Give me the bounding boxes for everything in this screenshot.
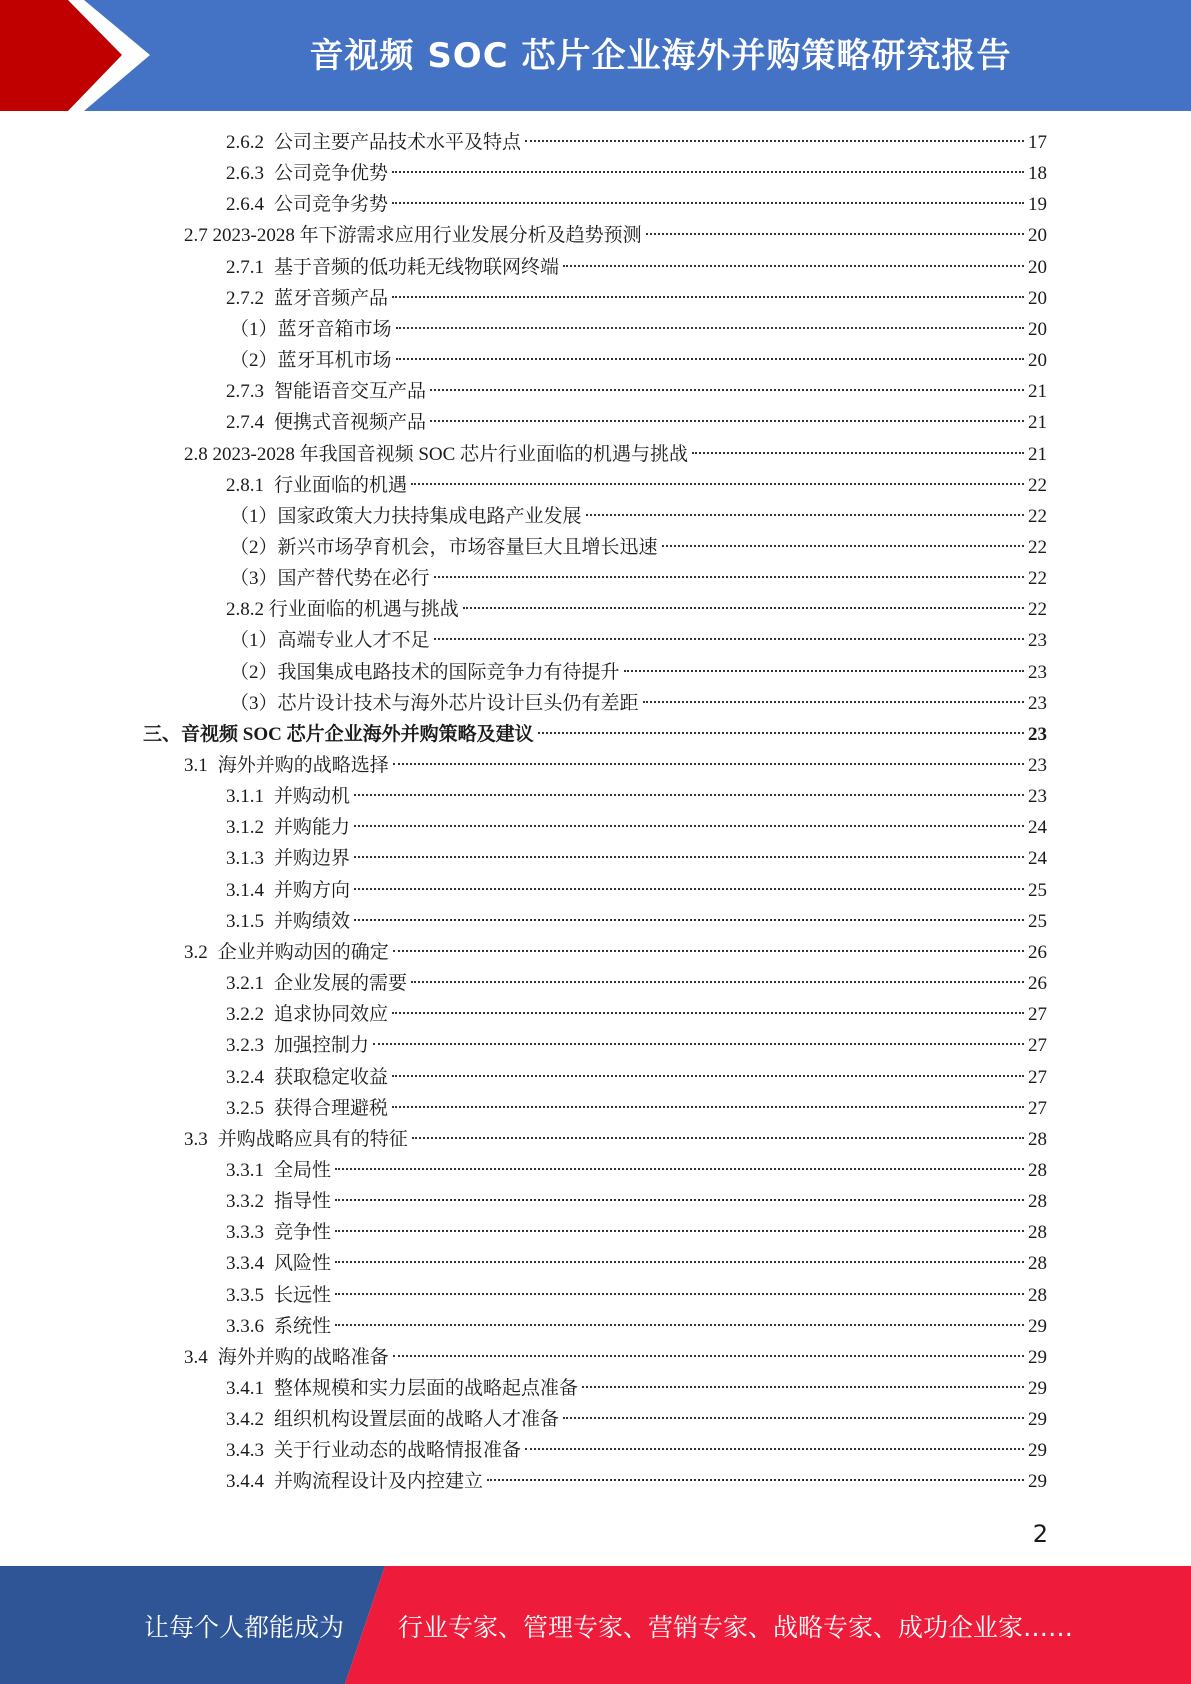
toc-dot-leader (354, 856, 1024, 858)
toc-entry[interactable] (226, 283, 1047, 314)
toc-entry-number: 3.1.2 (226, 817, 264, 839)
toc-entry[interactable] (226, 376, 1047, 407)
toc-entry-number: 2.7.1 (226, 256, 264, 278)
toc-entry[interactable] (230, 657, 1047, 688)
toc-entry-number: 3.1.4 (226, 879, 264, 901)
toc-entry[interactable] (184, 937, 1047, 968)
toc-dot-leader (354, 888, 1024, 890)
toc-dot-leader (392, 1012, 1024, 1014)
toc-entry-page: 23 (1028, 786, 1047, 808)
toc-entry-page: 27 (1028, 1097, 1047, 1119)
toc-entry-number: 3.3.5 (226, 1284, 264, 1306)
toc-entry-number: 3.2.5 (226, 1097, 264, 1119)
toc-dot-leader (335, 1199, 1024, 1201)
toc-dot-leader (586, 514, 1024, 516)
toc-entry[interactable] (226, 1373, 1047, 1404)
toc-entry-page: 28 (1028, 1253, 1047, 1275)
toc-entry-title: 公司竞争优势 (274, 163, 389, 185)
toc-entry-title: 加强控制力 (274, 1035, 370, 1057)
toc-entry-number: 3.4.2 (226, 1409, 264, 1431)
toc-dot-leader (396, 327, 1024, 329)
toc-entry[interactable] (226, 1466, 1047, 1497)
toc-entry[interactable] (226, 1155, 1047, 1186)
toc-dot-leader (392, 171, 1024, 173)
toc-entry-title: 便携式音视频产品 (274, 412, 427, 434)
toc-dot-leader (434, 576, 1024, 578)
toc-entry-title: 并购动机 (274, 786, 351, 808)
toc-entry[interactable] (184, 439, 1047, 470)
toc-entry-page: 20 (1028, 287, 1047, 309)
toc-entry[interactable] (226, 127, 1047, 158)
toc-entry-number: 2.7.2 (226, 287, 264, 309)
toc-entry-number: 3.3 (184, 1128, 208, 1150)
toc-entry[interactable] (226, 407, 1047, 438)
toc-entry[interactable] (226, 968, 1047, 999)
toc-entry-number: 3.2.4 (226, 1066, 264, 1088)
toc-entry-title: 追求协同效应 (274, 1004, 389, 1026)
toc-entry-number: 3.1 (184, 755, 208, 776)
toc-entry-title: （1）国家政策大力扶持集成电路产业发展 (230, 505, 582, 527)
toc-entry-number: 2.6.4 (226, 194, 264, 216)
toc-entry-title: 2.7 2023-2028 年下游需求应用行业发展分析及趋势预测 (184, 225, 642, 247)
toc-entry[interactable] (226, 1062, 1047, 1093)
toc-entry[interactable] (226, 906, 1047, 937)
toc-entry-number: 3.2.2 (226, 1004, 264, 1026)
toc-entry-page: 27 (1028, 1004, 1047, 1026)
toc-entry[interactable] (226, 1280, 1047, 1311)
toc-dot-leader (538, 732, 1024, 734)
toc-entry-title: 2.8.2 行业面临的机遇与挑战 (226, 599, 459, 621)
toc-dot-leader (354, 919, 1024, 921)
toc-entry-number: 3.4.3 (226, 1440, 264, 1462)
toc-entry-page: 28 (1028, 1222, 1047, 1244)
toc-entry-title: 企业并购动因的确定 (217, 941, 389, 963)
toc-entry-page: 25 (1028, 910, 1047, 932)
toc-entry-title: 并购绩效 (274, 910, 351, 932)
toc-entry-page: 22 (1028, 599, 1047, 621)
toc-entry-page: 29 (1028, 1315, 1047, 1337)
toc-dot-leader (392, 1075, 1024, 1077)
toc-dot-leader (396, 358, 1024, 360)
toc-entry[interactable] (226, 843, 1047, 874)
toc-entry-title: 并购战略应具有的特征 (217, 1128, 408, 1150)
toc-entry[interactable] (226, 594, 1047, 625)
toc-entry[interactable] (226, 470, 1047, 501)
toc-entry-page: 21 (1028, 412, 1047, 434)
toc-entry-title: 整体规模和实力层面的战略起点准备 (274, 1378, 579, 1399)
toc-entry-page: 28 (1028, 1159, 1047, 1181)
toc-entry-page: 20 (1028, 256, 1047, 278)
toc-dot-leader (662, 545, 1024, 547)
toc-entry-number: 3.4 (184, 1346, 208, 1368)
toc-entry-page: 23 (1028, 755, 1047, 776)
toc-entry-page: 25 (1028, 879, 1047, 901)
toc-dot-leader (354, 825, 1024, 827)
toc-entry-page: 23 (1028, 630, 1047, 652)
toc-entry-number: 2.8.1 (226, 474, 264, 496)
toc-entry[interactable] (226, 875, 1047, 906)
toc-entry-title: 获取稳定收益 (274, 1066, 389, 1088)
toc-entry-page: 29 (1028, 1440, 1047, 1462)
toc-entry[interactable] (184, 1342, 1047, 1373)
toc-entry-title: 全局性 (274, 1159, 332, 1181)
toc-entry-title: 指导性 (274, 1191, 332, 1213)
toc-dot-leader (411, 483, 1024, 485)
toc-entry-title: 并购流程设计及内控建立 (274, 1471, 484, 1493)
toc-dot-leader (392, 296, 1024, 298)
toc-entry-page: 28 (1028, 1191, 1047, 1213)
toc-entry-title: （1）蓝牙音箱市场 (230, 318, 392, 340)
toc-entry[interactable] (143, 719, 1047, 750)
toc-entry[interactable] (226, 1186, 1047, 1217)
toc-dot-leader (412, 1137, 1024, 1139)
toc-entry-page: 22 (1028, 536, 1047, 558)
toc-entry-title: 系统性 (274, 1315, 332, 1337)
toc-entry-title: 竞争性 (274, 1222, 332, 1244)
toc-entry-page: 20 (1028, 318, 1047, 340)
toc-entry[interactable] (230, 314, 1047, 345)
toc-entry-title: 长远性 (274, 1284, 332, 1306)
toc-entry-page: 27 (1028, 1066, 1047, 1088)
report-title: 音视频 SOC 芯片企业海外并购策略研究报告 (309, 36, 1012, 76)
toc-entry-title: 并购方向 (274, 879, 351, 901)
toc-entry-number: 3.4.1 (226, 1378, 264, 1399)
toc-entry[interactable] (226, 1093, 1047, 1124)
toc-entry-page: 17 (1028, 132, 1047, 153)
toc-entry-page: 27 (1028, 1035, 1047, 1057)
toc-entry-title: （3）国产替代势在必行 (230, 568, 430, 590)
toc-entry-number: 3.2.1 (226, 973, 264, 995)
toc-entry[interactable] (226, 1404, 1047, 1435)
toc-entry-title: 海外并购的战略选择 (217, 755, 389, 776)
toc-dot-leader (335, 1168, 1024, 1170)
toc-entry-title: 公司竞争劣势 (274, 194, 389, 216)
toc-entry-page: 22 (1028, 568, 1047, 590)
toc-entry-title: 并购边界 (274, 848, 351, 870)
footer-slogan-right: 行业专家、管理专家、营销专家、战略专家、成功企业家…… (398, 1613, 1074, 1642)
toc-entry[interactable] (230, 688, 1047, 719)
toc-dot-leader (354, 794, 1024, 796)
toc-entry-number: 3.3.2 (226, 1191, 264, 1213)
toc-dot-leader (430, 420, 1024, 422)
toc-dot-leader (335, 1230, 1024, 1232)
header-chevron-decoration (0, 0, 160, 111)
toc-dot-leader (335, 1293, 1024, 1295)
toc-entry-page: 22 (1028, 505, 1047, 527)
toc-entry-page: 28 (1028, 1128, 1047, 1150)
toc-entry-page: 23 (1028, 661, 1047, 683)
toc-dot-leader (393, 763, 1024, 765)
toc-dot-leader (392, 202, 1024, 204)
toc-entry-title: （2）我国集成电路技术的国际竞争力有待提升 (230, 661, 620, 683)
toc-entry[interactable] (226, 1030, 1047, 1061)
toc-dot-leader (392, 1106, 1024, 1108)
toc-entry-title: 企业发展的需要 (274, 973, 408, 995)
toc-entry[interactable] (226, 1435, 1047, 1466)
toc-entry[interactable] (184, 750, 1047, 781)
toc-entry-number: 3.2.3 (226, 1035, 264, 1057)
toc-dot-leader (434, 638, 1024, 640)
toc-entry-page: 23 (1028, 692, 1047, 714)
toc-dot-leader (692, 452, 1024, 454)
toc-entry-title: （3）芯片设计技术与海外芯片设计巨头仍有差距 (230, 692, 639, 714)
toc-dot-leader (393, 1355, 1024, 1357)
toc-entry-title: 三、音视频 SOC 芯片企业海外并购策略及建议 (143, 723, 534, 745)
toc-dot-leader (525, 1448, 1024, 1450)
toc-dot-leader (646, 233, 1024, 235)
toc-entry-page: 22 (1028, 474, 1047, 496)
toc-entry[interactable] (226, 781, 1047, 812)
toc-entry-number: 2.7.4 (226, 412, 264, 434)
toc-entry-page: 20 (1028, 350, 1047, 372)
toc-entry-page: 29 (1028, 1346, 1047, 1368)
toc-entry-number: 2.6.3 (226, 163, 264, 185)
toc-entry[interactable] (230, 532, 1047, 563)
toc-dot-leader (563, 1417, 1024, 1419)
page-header (0, 0, 1191, 111)
toc-dot-leader (393, 950, 1024, 952)
toc-entry-number: 3.1.5 (226, 910, 264, 932)
toc-entry-title: 2.8 2023-2028 年我国音视频 SOC 芯片行业面临的机遇与挑战 (184, 443, 689, 465)
toc-entry-page: 24 (1028, 848, 1047, 870)
toc-dot-leader (463, 607, 1024, 609)
toc-entry-title: 基于音频的低功耗无线物联网终端 (274, 256, 560, 278)
page-footer (0, 1566, 1191, 1684)
toc-entry-title: 行业面临的机遇 (274, 474, 408, 496)
toc-dot-leader (582, 1386, 1024, 1388)
toc-entry-title: 获得合理避税 (274, 1097, 389, 1119)
toc-entry-page: 20 (1028, 225, 1047, 247)
toc-entry[interactable] (226, 999, 1047, 1030)
toc-dot-leader (335, 1324, 1024, 1326)
toc-entry-number: 2.7.3 (226, 381, 264, 403)
toc-entry-title: （1）高端专业人才不足 (230, 630, 430, 652)
toc-entry-number: 3.2 (184, 941, 208, 963)
toc-entry-page: 18 (1028, 163, 1047, 185)
toc-entry[interactable] (226, 158, 1047, 189)
toc-entry[interactable] (230, 563, 1047, 594)
toc-entry-page: 21 (1028, 443, 1047, 465)
toc-entry-title: 并购能力 (274, 817, 351, 839)
toc-entry-title: 公司主要产品技术水平及特点 (274, 132, 522, 153)
toc-entry-title: 智能语音交互产品 (274, 381, 427, 403)
toc-entry[interactable] (226, 812, 1047, 843)
toc-entry-title: 蓝牙音频产品 (274, 287, 389, 309)
toc-entry-number: 2.6.2 (226, 132, 264, 153)
toc-entry-title: （2）蓝牙耳机市场 (230, 350, 392, 372)
toc-entry-title: 风险性 (274, 1253, 332, 1275)
toc-entry[interactable] (226, 1248, 1047, 1279)
footer-slogan-left: 让每个人都能成为 (144, 1613, 345, 1642)
toc-entry-page: 28 (1028, 1284, 1047, 1306)
toc-entry-page: 24 (1028, 817, 1047, 839)
toc-dot-leader (430, 389, 1024, 391)
toc-entry[interactable] (184, 1124, 1047, 1155)
toc-entry-page: 19 (1028, 194, 1047, 216)
toc-entry-number: 3.4.4 (226, 1471, 264, 1493)
toc-entry-page: 29 (1028, 1471, 1047, 1493)
page-number: 2 (1032, 1520, 1048, 1548)
toc-dot-leader (373, 1043, 1024, 1045)
toc-entry-number: 3.1.1 (226, 786, 264, 808)
toc-entry-title: 关于行业动态的战略情报准备 (274, 1440, 522, 1462)
toc-entry[interactable] (226, 189, 1047, 220)
toc-entry[interactable] (226, 252, 1047, 283)
toc-entry-page: 21 (1028, 381, 1047, 403)
toc-dot-leader (335, 1261, 1024, 1263)
toc-entry-number: 3.3.6 (226, 1315, 264, 1337)
toc-entry[interactable] (184, 220, 1047, 251)
toc-entry-title: 海外并购的战略准备 (217, 1346, 389, 1368)
toc-entry[interactable] (230, 501, 1047, 532)
toc-dot-leader (487, 1479, 1024, 1481)
toc-entry[interactable] (226, 1311, 1047, 1342)
toc-entry-page: 23 (1028, 723, 1047, 745)
toc-entry-page: 29 (1028, 1409, 1047, 1431)
toc-dot-leader (643, 701, 1024, 703)
toc-dot-leader (624, 670, 1024, 672)
toc-entry[interactable] (230, 625, 1047, 656)
toc-entry-page: 26 (1028, 941, 1047, 963)
toc-entry-number: 3.3.3 (226, 1222, 264, 1244)
toc-entry-title: （2）新兴市场孕育机会，市场容量巨大且增长迅速 (230, 536, 658, 558)
toc-entry-number: 3.3.1 (226, 1159, 264, 1181)
toc-entry-page: 29 (1028, 1378, 1047, 1399)
toc-entry[interactable] (226, 1217, 1047, 1248)
toc-dot-leader (563, 265, 1024, 267)
toc-dot-leader (525, 140, 1024, 142)
toc-entry-number: 3.1.3 (226, 848, 264, 870)
toc-entry-number: 3.3.4 (226, 1253, 264, 1275)
toc-entry[interactable] (230, 345, 1047, 376)
toc-entry-page: 26 (1028, 973, 1047, 995)
toc-entry-title: 组织机构设置层面的战略人才准备 (274, 1409, 560, 1431)
toc-dot-leader (411, 981, 1024, 983)
